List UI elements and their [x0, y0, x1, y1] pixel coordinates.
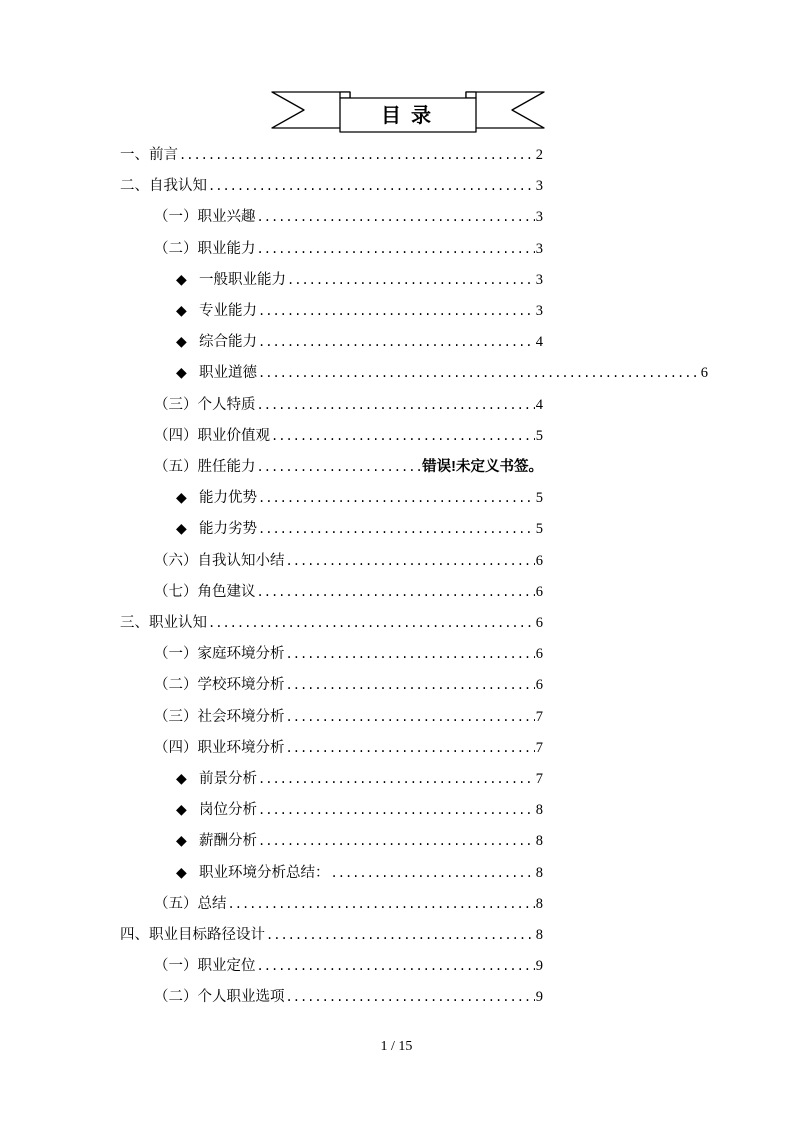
toc-page-number: 4	[535, 334, 543, 351]
toc-entry[interactable]	[176, 269, 543, 291]
toc-entry[interactable]	[154, 425, 543, 447]
toc-page-number: 3	[535, 178, 543, 195]
dot-leader	[228, 893, 535, 915]
toc-entry[interactable]	[154, 206, 543, 228]
toc-entry[interactable]	[154, 394, 543, 416]
toc-entry-title: 四、职业目标路径设计	[120, 927, 265, 943]
toc-page-number: 2	[535, 147, 543, 163]
toc-entry[interactable]	[176, 518, 543, 540]
diamond-bullet-icon: ◆	[176, 521, 187, 538]
toc-page-number: 3	[535, 303, 543, 319]
toc-entry-title: 二、自我认知	[120, 178, 207, 195]
toc-page-number: 5	[535, 490, 543, 507]
toc-entry[interactable]	[154, 706, 543, 728]
dot-leader	[286, 550, 535, 572]
toc-entry-title: （一）家庭环境分析	[154, 646, 285, 663]
dot-leader	[258, 331, 535, 353]
toc-entry-title: 综合能力	[199, 334, 257, 351]
toc-entry-title: （二）学校环境分析	[154, 677, 285, 694]
dot-leader	[286, 643, 535, 665]
toc-entry-title: （五）胜任能力	[154, 459, 256, 475]
toc-entry[interactable]	[154, 581, 543, 603]
dot-leader	[258, 830, 535, 852]
page-title: 目录	[381, 103, 441, 127]
diamond-bullet-icon: ◆	[176, 365, 187, 382]
dot-leader	[257, 206, 535, 228]
toc-page-number: 7	[535, 739, 543, 756]
dot-leader	[271, 425, 535, 447]
toc-entry[interactable]	[176, 830, 543, 852]
toc-entry-title: （七）角色建议	[154, 583, 256, 600]
dot-leader	[287, 269, 535, 291]
toc-entry-title: 岗位分析	[199, 802, 257, 819]
diamond-bullet-icon: ◆	[176, 303, 187, 319]
toc-entry[interactable]	[176, 362, 708, 384]
toc-page-number: 5	[535, 521, 543, 538]
toc-entry[interactable]	[176, 300, 543, 322]
toc-entry[interactable]	[120, 612, 543, 634]
toc-entry-title: （六）自我认知小结	[154, 552, 285, 569]
toc-page-number: 9	[535, 958, 543, 975]
toc-entry-title: 一、前言	[120, 147, 178, 163]
diamond-bullet-icon: ◆	[176, 833, 187, 850]
toc-page-number: 6	[535, 677, 543, 694]
toc-entry[interactable]	[176, 862, 543, 884]
dot-leader	[258, 487, 535, 509]
toc-error-text: 错误!未定义书签。	[422, 459, 543, 475]
diamond-bullet-icon: ◆	[176, 271, 187, 288]
dot-leader	[286, 706, 535, 728]
toc-entry-title: （三）个人特质	[154, 396, 256, 413]
dot-leader	[257, 581, 535, 603]
toc-entry[interactable]	[120, 924, 543, 946]
toc-page-number: 8	[535, 864, 543, 881]
dot-leader	[331, 862, 535, 884]
dot-leader	[286, 986, 535, 1008]
toc-page-number: 8	[535, 927, 543, 943]
dot-leader	[266, 924, 535, 946]
toc-entry[interactable]	[176, 487, 543, 509]
toc-entry-title: 一般职业能力	[199, 271, 286, 288]
toc-entry-title: 前景分析	[199, 771, 257, 787]
dot-leader	[258, 300, 535, 322]
toc-page-number: 6	[535, 646, 543, 663]
diamond-bullet-icon: ◆	[176, 864, 187, 881]
toc-entry[interactable]	[154, 456, 543, 478]
dot-leader	[179, 144, 535, 166]
toc-entry-title: 薪酬分析	[199, 833, 257, 850]
toc-entry-title: 能力劣势	[199, 521, 257, 538]
toc-entry[interactable]	[120, 144, 543, 166]
toc-entry-title: 专业能力	[199, 303, 257, 319]
toc-entry-title: （四）职业环境分析	[154, 739, 285, 756]
toc-page-number: 6	[535, 552, 543, 569]
toc-entry[interactable]	[154, 674, 543, 696]
dot-leader	[208, 175, 535, 197]
diamond-bullet-icon: ◆	[176, 334, 187, 351]
toc-entry[interactable]	[176, 768, 543, 790]
dot-leader	[286, 674, 535, 696]
toc-page-number: 7	[535, 708, 543, 725]
toc-entry-title: 三、职业认知	[120, 615, 207, 631]
toc-page-number: 8	[535, 802, 543, 819]
dot-leader	[257, 955, 535, 977]
toc-entry-title: 能力优势	[199, 490, 257, 507]
toc-entry[interactable]	[154, 893, 543, 915]
toc-entry[interactable]	[154, 955, 543, 977]
toc-entry-title: 职业道德	[199, 365, 257, 382]
toc-page-number: 3	[535, 209, 543, 226]
toc-entry-title: （二）个人职业选项	[154, 989, 285, 1006]
toc-entry-title: （三）社会环境分析	[154, 708, 285, 725]
toc-entry[interactable]	[154, 737, 543, 759]
page-number-footer: 1 / 15	[380, 1039, 413, 1054]
dot-leader	[208, 612, 535, 634]
dot-leader	[258, 362, 700, 384]
toc-entry-title: （四）职业价值观	[154, 427, 270, 444]
toc-entry-title: （一）职业定位	[154, 958, 256, 975]
toc-page-number: 4	[535, 396, 543, 413]
toc-page-number: 8	[535, 895, 543, 912]
toc-entry[interactable]	[176, 331, 543, 353]
toc-page-number: 9	[535, 989, 543, 1006]
dot-leader	[257, 238, 535, 260]
toc-entry-title: （一）职业兴趣	[154, 209, 256, 226]
dot-leader	[286, 737, 535, 759]
toc-page-number: 6	[700, 365, 708, 382]
dot-leader	[257, 394, 535, 416]
toc-page-number: 3	[535, 271, 543, 288]
dot-leader	[258, 799, 535, 821]
dot-leader	[258, 768, 535, 790]
toc-page-number: 7	[535, 771, 543, 787]
toc-page-number: 8	[535, 833, 543, 850]
dot-leader	[257, 456, 422, 478]
toc-page-number: 6	[535, 583, 543, 600]
toc-entry-title: （二）职业能力	[154, 240, 256, 257]
diamond-bullet-icon: ◆	[176, 802, 187, 819]
toc-page-number: 3	[535, 240, 543, 257]
diamond-bullet-icon: ◆	[176, 771, 187, 787]
toc-entry[interactable]	[154, 643, 543, 665]
toc-entry[interactable]	[154, 238, 543, 260]
toc-entry-title: （五）总结	[154, 895, 227, 912]
toc-entry[interactable]	[120, 175, 543, 197]
toc-page-number: 5	[535, 427, 543, 444]
dot-leader	[258, 518, 535, 540]
toc-entry[interactable]	[154, 986, 543, 1008]
toc-entry[interactable]	[154, 550, 543, 572]
diamond-bullet-icon: ◆	[176, 490, 187, 507]
toc-entry[interactable]	[176, 799, 543, 821]
toc-entry-title: 职业环境分析总结：	[199, 864, 330, 881]
toc-page-number: 6	[535, 615, 543, 631]
